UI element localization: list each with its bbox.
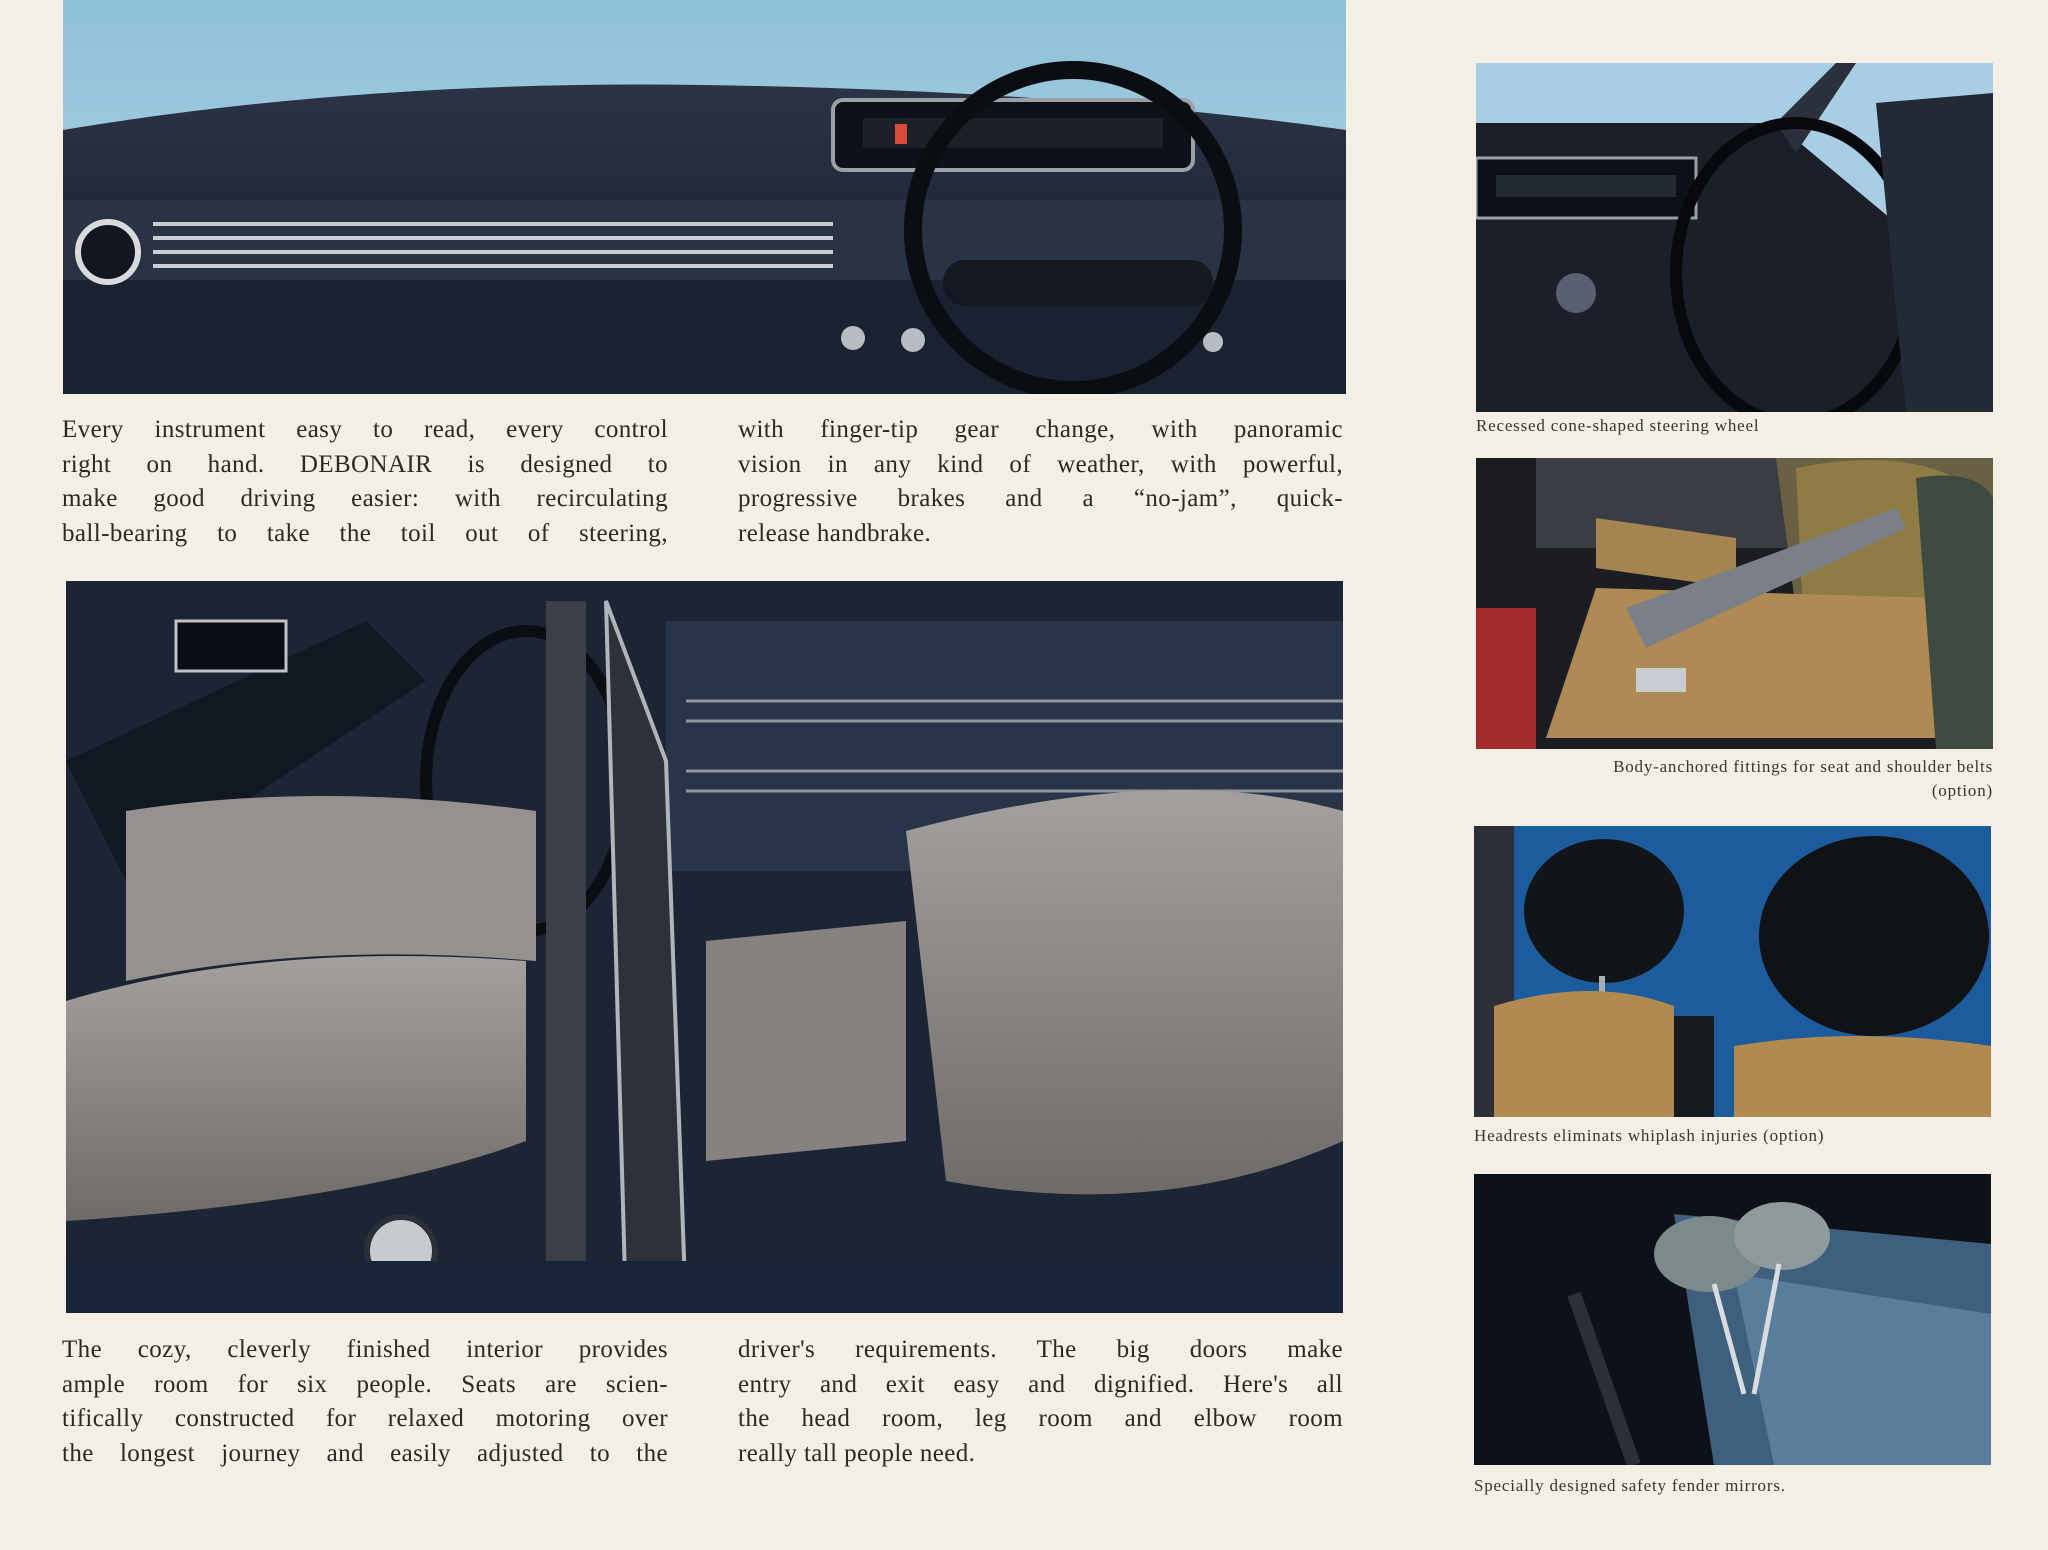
text-line: progressive brakes and a “no-jam”, quick- — [738, 485, 1343, 512]
fender-mirrors-caption: Specially designed safety fender mirrors. — [1474, 1476, 1786, 1495]
interior-photo — [66, 581, 1343, 1313]
text-line: ball-bearing to take the toil out of steering, — [62, 519, 668, 547]
text-line: ample room for six people. Seats are scien- — [62, 1370, 668, 1398]
interior-description-left — [62, 1333, 668, 1471]
seat-belts-caption — [1474, 757, 1993, 801]
dashboard-description-right — [738, 413, 1343, 551]
seat-belts-caption-option: (option) — [1931, 781, 1993, 800]
text-line: Every instrument easy to read, every control — [62, 416, 668, 443]
text-line: tifically constructed for relaxed motoring over — [62, 1405, 668, 1432]
text-line: vision in any kind of weather, with powerful, — [738, 450, 1343, 478]
steering-wheel-photo — [1476, 63, 1993, 412]
headrests-photo — [1474, 826, 1991, 1117]
text-line: driver's requirements. The big doors make — [738, 1336, 1343, 1363]
text-line: entry and exit easy and dignified. Here's all — [738, 1370, 1343, 1398]
text-line: with finger-tip gear change, with panoramic — [738, 416, 1343, 443]
fender-mirrors-photo — [1474, 1174, 1991, 1465]
headrests-caption: Headrests eliminats whiplash injuries (option) — [1474, 1126, 1825, 1145]
interior-description-right — [738, 1333, 1343, 1471]
text-line: right on hand. DEBONAIR is designed to — [62, 450, 668, 478]
text-line: make good driving easier: with recirculating — [62, 485, 668, 512]
text-line: release handbrake. — [738, 519, 932, 547]
text-line: The cozy, cleverly finished interior provides — [62, 1336, 668, 1363]
dashboard-photo — [63, 0, 1346, 394]
text-line: the head room, leg room and elbow room — [738, 1405, 1343, 1432]
text-line: really tall people need. — [738, 1439, 976, 1467]
seat-belts-caption-line: Body-anchored fittings for seat and shoulder belts — [1613, 757, 1993, 776]
seat-belts-photo — [1476, 458, 1993, 749]
dashboard-description-left — [62, 413, 668, 551]
steering-wheel-caption: Recessed cone-shaped steering wheel — [1476, 416, 1760, 435]
text-line: the longest journey and easily adjusted to the — [62, 1439, 668, 1467]
